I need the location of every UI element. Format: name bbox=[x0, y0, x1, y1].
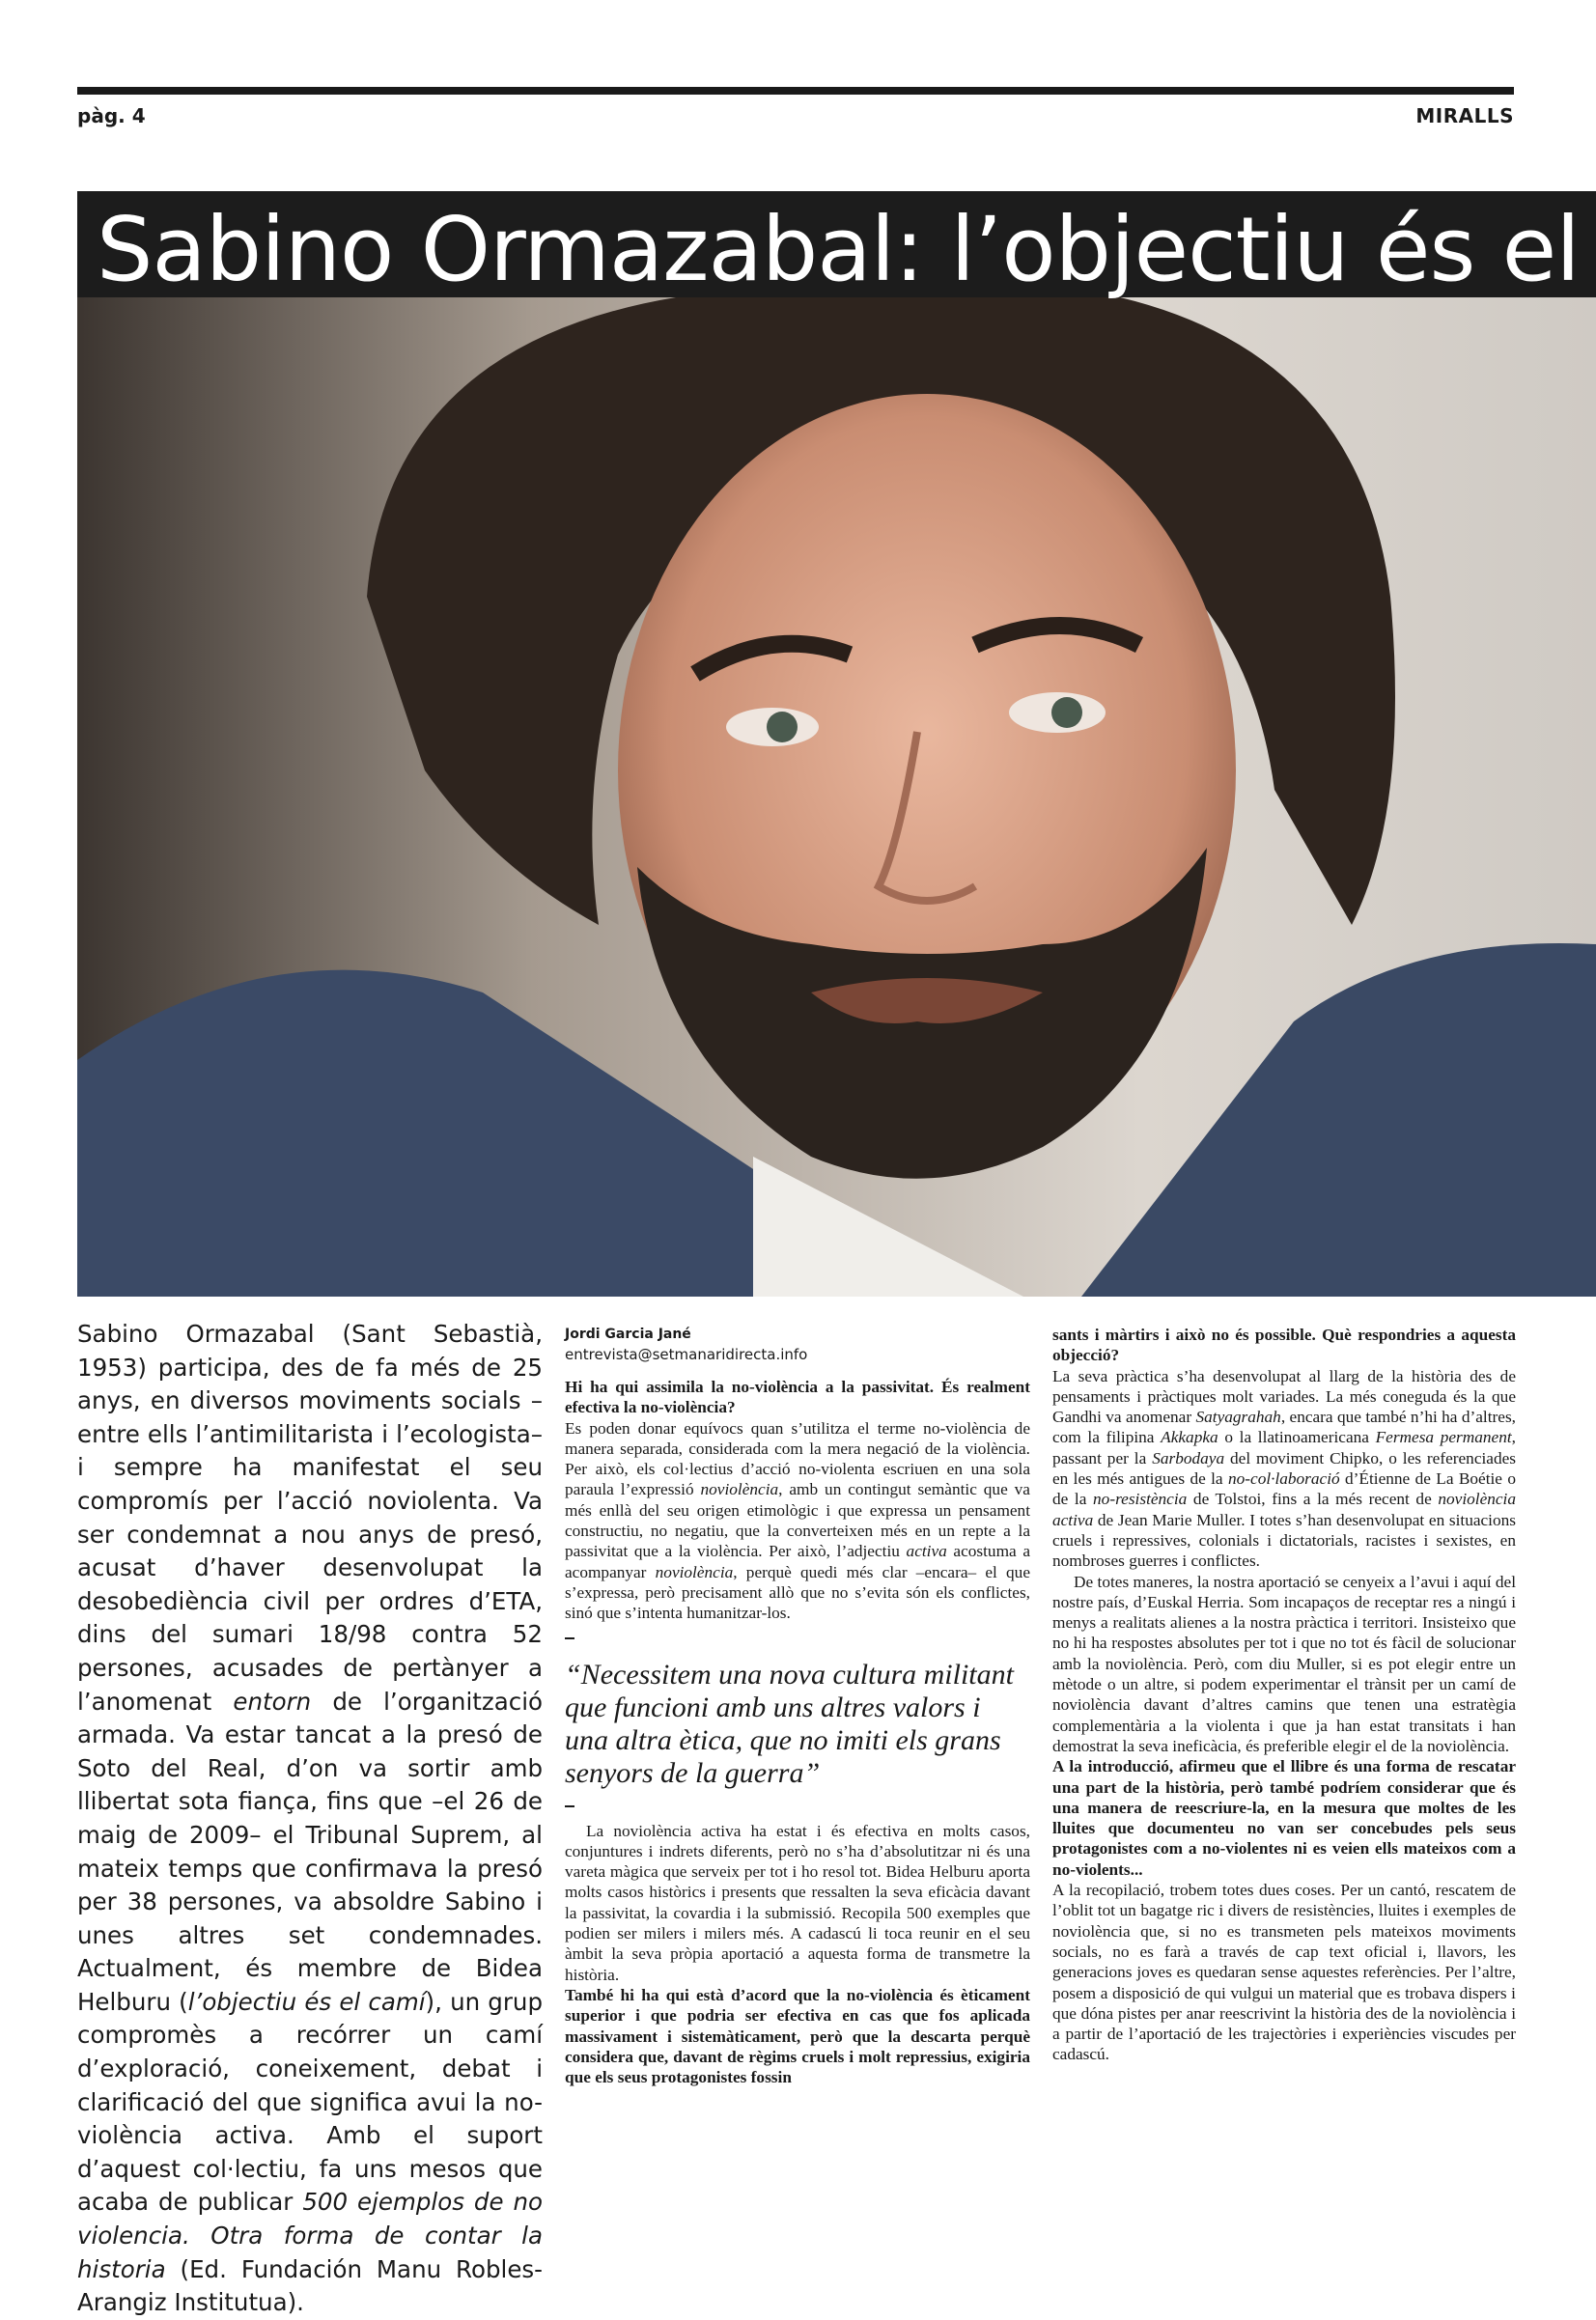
intro-paragraph: Sabino Ormazabal (Sant Sebastià, 1953) participa, des de fa més de 25 anys, en diversos moviments socials –entre ells l’antimilitarista i l’ecologista– i sempre ha manifestat el seu compromís per l’acció noviolenta. Va ser condemnat a nou anys de presó, acusat d’haver desenvolupat la desobediència civil per ordres d’ETA, dins del sumari 18/98 contra 52 persones, acusades de pertànyer a l’anomenat entorn de l’organització armada. Va estar tancat a la presó de Soto del Real, d’on va sortir amb llibertat sota fiança, fins que –el 26 de maig de 2009– el Tribunal Suprem, al mateix temps que confirmava la presó per 38 persones, va absoldre Sabino i unes altres set condemnades. Actualment, és membre de Bidea Helburu (l’objectiu és el camí), un grup compromès a recórrer un camí d’exploració, coneixement, debat i clarificació del que significa avui la no-violència activa. Amb el suport d’aquest col·lectiu, fa uns mesos que acaba de publicar 500 ejemplos de no violencia. Otra forma de contar la historia (Ed. Fundación Manu Robles-Arangiz Institutua). bbox=[77, 1320, 544, 2317]
answer-1: Es poden donar equívocs quan s’utilitza el terme no-violència de manera separada, considerada com la mera negació de la violència. Per això, els col·lectius d’acció no-violenta escriuen en una sola paraula l’expressió noviolència, amb un contingut semàntic que va més enllà del seu origen etimològic i que expressa un pensament constructiu, no negatiu, que la converteixen més en un repte a la passivitat que a la violència. Per això, l’adjectiu activa acostuma a acompanyar noviolència, perquè quedi més clar –encara– el que s’expressa, però precisament allò que no s’evita són els conflictes, sinó que s’intenta humanitzar-los. bbox=[565, 1418, 1030, 1623]
section-name: MIRALLS bbox=[1415, 104, 1514, 127]
portrait-illustration bbox=[77, 191, 1596, 1297]
pullquote: “Necessitem una nova cultura militant que funcioni amb uns altres valors i una altra ètica, que no imiti els grans senyors de la guerra” bbox=[565, 1658, 1014, 1789]
top-rule bbox=[77, 87, 1514, 95]
headline: Sabino Ormazabal: l’objectiu és el bbox=[97, 198, 1580, 301]
question-2: També hi ha qui està d’acord que la no-violència és èticament superior i que podria ser efectiva en cas que fos aplicada massivament i sistemàticament, però que la descarta perquè considera que, davant de règims cruels i molt repressius, exigiria que els seus protagonistes fossin bbox=[565, 1985, 1030, 2087]
answer-2: La seva pràctica s’ha desenvolupat al llarg de la història des de pensaments i pràctiques molt variades. La més coneguda és la que Gandhi va anomenar Satyagrahah, encara que també n’hi ha d’altres, com la filipina Akkapka o la llatinoamericana Fermesa permanent, passant per la Sarbodaya del moviment Chipko, o les referenciades en les més antigues de la no-col·laboració d’Étienne de La Boétie o de la no-resistència de Tolstoi, fins a la més recent de noviolència activa de Jean Marie Muller. I totes s’han desenvolupat en situacions cruels i repressives, colonials i dictatorials, racistes i sexistes, en nombroses guerres i conflictes. bbox=[1052, 1366, 1516, 1571]
question-3: A la introducció, afirmeu que el llibre és una forma de rescatar una part de la història, però també podríem considerar que és una manera de reescriure-la, en la mesura que moltes de les lluites que documenteu no van ser concebudes pels seus protagonistes com a no-violentes ni es veien ells mateixos com a no-violents... bbox=[1052, 1757, 1516, 1879]
pullquote-top-dash bbox=[565, 1637, 574, 1639]
article-column-2 bbox=[565, 1325, 1030, 2087]
answer-2-cont: De totes maneres, la nostra aportació se cenyeix a l’avui i aquí del nostre país, d’Euskal Herria. Som incapaços de receptar res a ningú i menys a realitats alienes a la nostra pràctica i territori. Insisteixo que no hi ha respostes absolutes per tot i que no tot és fàcil de solucionar amb la noviolència. Però, com diu Muller, si es pot elegir entre un mètode o un altre, si podem experimentar el trànsit per un camí de noviolència davant d’altres camins que tenen una estratègia complementària a la violenta i que ja han estat transitats i han demostrat la seva ineficàcia, és preferible elegir el de la noviolència. bbox=[1052, 1572, 1516, 1755]
byline-name: Jordi Garcia Jané bbox=[565, 1327, 691, 1342]
answer-1-cont: La noviolència activa ha estat i és efectiva en molts casos, conjuntures i indrets diferents, però no s’ha d’absolutitzar ni és una vareta màgica que serveix per tot i ho resol tot. Bidea Helburu aporta molts casos històrics i presents que ressalten la seva eficàcia davant la passivitat, la covardia i la submissió. Recopila 500 exemples que podien ser milers i milers més. A cadascú li toca reunir en el seu àmbit la seva pròpia aportació a aquesta forma de transmetre la història. bbox=[565, 1821, 1030, 1984]
portrait-photo bbox=[77, 191, 1596, 1297]
byline-email: entrevista@setmanaridirecta.info bbox=[565, 1346, 808, 1363]
pullquote-bottom-dash bbox=[565, 1805, 574, 1807]
question-2-cont: sants i màrtirs i això no és possible. Què respondries a aquesta objecció? bbox=[1052, 1326, 1516, 1365]
question-1: Hi ha qui assimila la no-violència a la passivitat. És realment efectiva la no-violència? bbox=[565, 1378, 1030, 1417]
page-number: pàg. 4 bbox=[77, 104, 146, 127]
article-column-3 bbox=[1052, 1325, 1516, 2065]
answer-3: A la recopilació, trobem totes dues coses. Per un cantó, rescatem de l’oblit tot un bagatge ric i divers de resistències, lluites i exemples de noviolència que, si no es transmeten pels mateixos moviments socials, no es farà a través de cap text oficial i, llavors, les generacions joves es quedaran sense aquestes referències. Per l’altre, posem a disposició de qui vulgui un material que es trobava dispers i que dóna pistes per anar reescrivint la història des de la noviolència i a partir de l’aportació de les trajectòries i experiències viscudes per cadascú. bbox=[1052, 1881, 1516, 2064]
